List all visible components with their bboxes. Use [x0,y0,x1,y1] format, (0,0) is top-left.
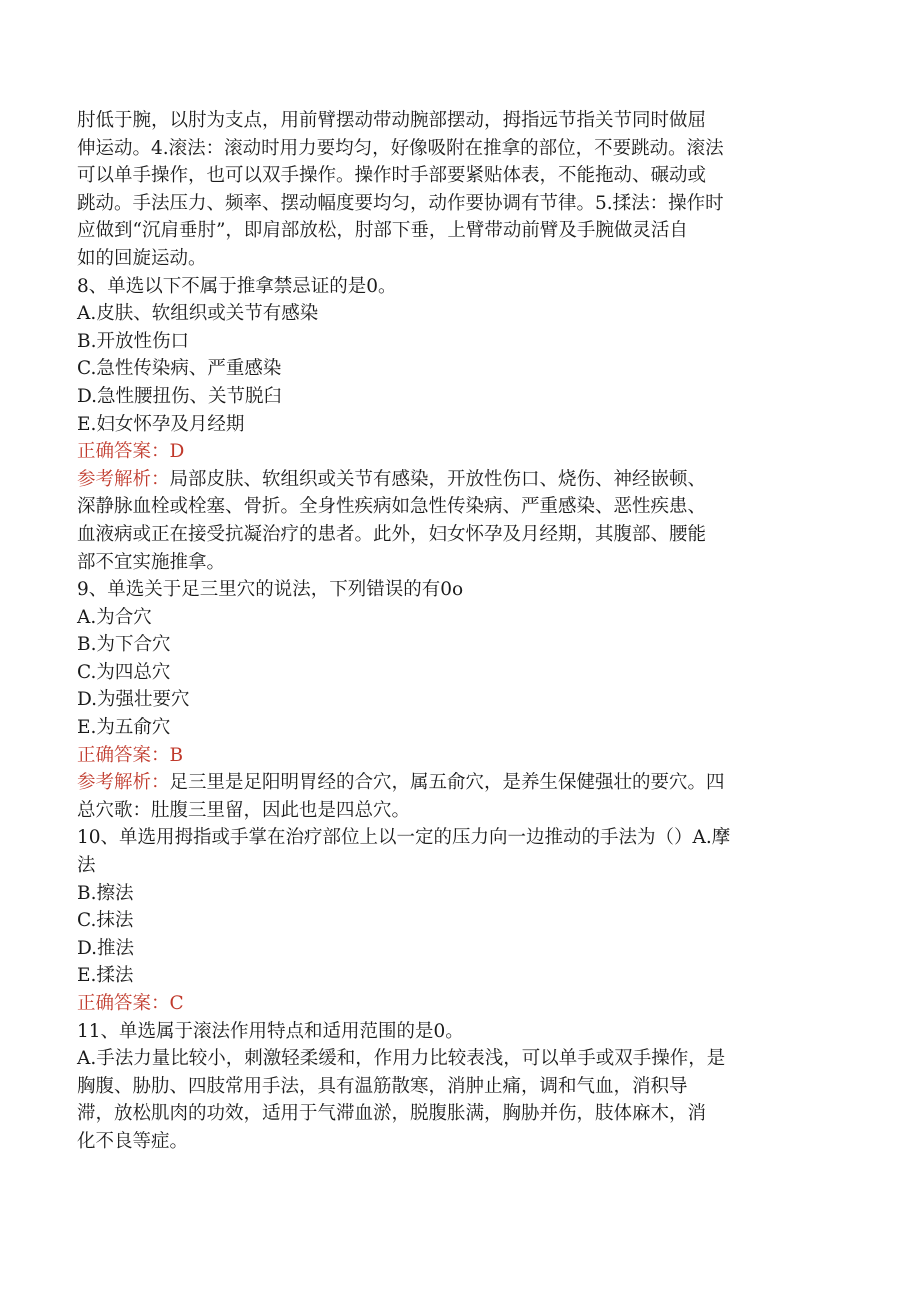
intro-paragraph [77,107,837,273]
option-a: A.皮肤、软组织或关节有感染 [77,303,319,325]
option-c: C.抹法 [77,910,134,932]
option-d: D.推法 [77,937,135,959]
analysis-line [77,769,837,797]
option-e: E.妇女怀孕及月经期 [77,413,245,435]
text-line: 伸运动。4.滚法：滚动时用力要均匀，好像吸附在推拿的部位，不要跳动。滚法 [77,137,724,159]
answer-value: B [169,744,184,766]
analysis-line [77,466,837,494]
question-stem: 10、单选用拇指或手掌在治疗部位上以一定的压力向一边推动的手法为（）A.摩 [77,827,731,849]
option-a-continued: 滞，放松肌肉的功效，适用于气滞血淤，脱腹胀满，胸胁并伤，肢体麻木，消 [77,1103,707,1125]
answer-value: D [169,441,185,463]
answer-value: C [169,993,184,1014]
text-line: 应做到“沉肩垂肘”，即肩部放松，肘部下垂，上臂带动前臂及手腕做灵活自 [77,220,688,242]
option-b: B.为下合穴 [77,634,171,656]
answer-line [77,438,837,466]
analysis-label: 参考解析： [77,468,170,490]
analysis-text: 足三里是足阳明胃经的合穴，属五俞穴，是养生保健强壮的要穴。四 [169,772,725,794]
option-c: C.急性传染病、严重感染 [77,358,282,380]
question-9 [77,576,837,824]
question-stem: 8、单选以下不属于推拿禁忌证的是0。 [77,275,397,297]
option-a-continued: 胸腹、胁肋、四肢常用手法，具有温筋散寒，消肿止痛，调和气血，消积导 [77,1075,688,1097]
option-c: C.为四总穴 [77,661,171,683]
analysis-label: 参考解析： [77,772,170,794]
answer-label: 正确答案： [77,744,170,766]
text-line: 可以单手操作，也可以双手操作。操作时手部要紧贴体表，不能拖动、碾动或 [77,165,707,187]
question-stem: 11、单选属于滚法作用特点和适用范围的是0。 [77,1020,464,1042]
option-e: E.揉法 [77,965,134,987]
analysis-line: 总穴歌：肚腹三里留，因此也是四总穴。 [77,799,411,821]
question-stem-continued: 法 [77,855,96,877]
document-page [77,107,837,1156]
text-line: 肘低于腕，以肘为支点，用前臂摆动带动腕部摆动，拇指远节指关节同时做屈 [77,110,707,131]
text-line: 如的回旋运动。 [77,247,207,269]
analysis-line: 血液病或正在接受抗凝治疗的患者。此外，妇女怀孕及月经期，其腹部、腰能 [77,523,707,545]
option-e: E.为五俞穴 [77,717,171,739]
option-a: A.为合穴 [77,606,152,628]
option-d: D.急性腰扭伤、关节脱臼 [77,385,283,407]
answer-label: 正确答案： [77,441,170,463]
analysis-line: 部不宜实施推拿。 [77,551,226,573]
option-d: D.为强壮要穴 [77,689,190,711]
question-stem: 9、单选关于足三里穴的说法，下列错误的有0o [77,579,464,601]
option-a: A.手法力量比较小，刺激轻柔缓和，作用力比较表浅，可以单手或双手操作，是 [77,1048,726,1070]
answer-line [77,742,837,770]
option-b: B.擦法 [77,882,134,904]
text-line: 跳动。手法压力、频率、摆动幅度要均匀，动作要协调有节律。5.揉法：操作时 [77,192,724,214]
question-8 [77,273,837,577]
option-a-continued: 化不良等症。 [77,1130,189,1152]
question-11 [77,1018,837,1156]
answer-line [77,990,837,1018]
analysis-text: 局部皮肤、软组织或关节有感染，开放性伤口、烧伤、神经嵌顿、 [169,468,707,490]
analysis-line: 深静脉血栓或栓塞、骨折。全身性疾病如急性传染病、严重感染、恶性疾患、 [77,496,707,518]
option-b: B.开放性伤口 [77,330,189,352]
question-10 [77,824,837,1017]
answer-label: 正确答案： [77,993,170,1014]
